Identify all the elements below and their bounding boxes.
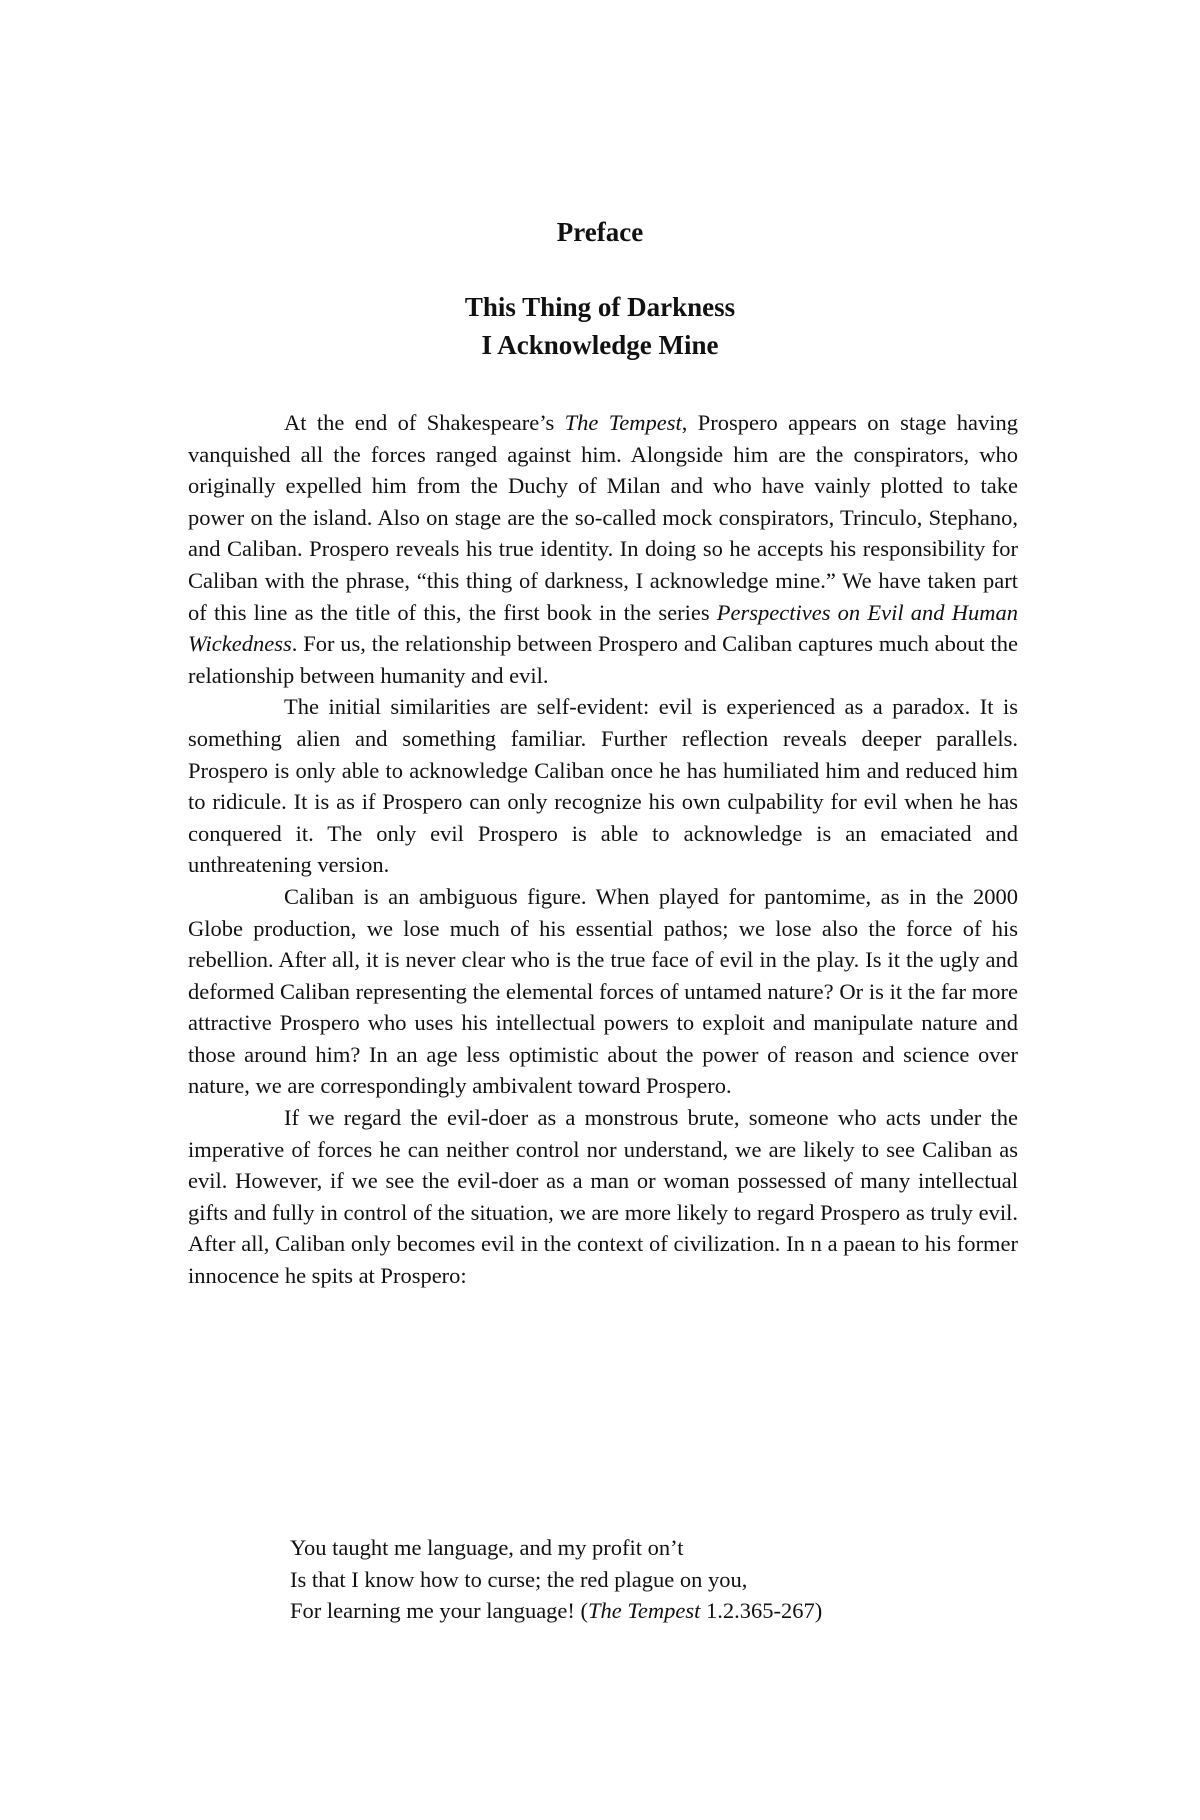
paragraph-1-text-c: , Prospero appears on stage having vanquished all the forces ranged against him. Alongside him are the conspirators, who originally expelled him from the Duchy of Milan and who have vainly plotted to take power on the island. Also on stage are the so-called mock conspirators, Trinculo, Stephano, and Caliban. Prospero reveals his true identity. In doing so he accepts his responsibility for Caliban with the phrase, “this thing of darkness, I acknowledge mine.” We have taken part of this line as the title of this, the first book in the series (188, 410, 1019, 625)
quote-citation: 1.2.365-267) (700, 1598, 823, 1624)
quote-line-3-text-a: For learning me your language! ( (290, 1598, 589, 1624)
quote-play-title: The Tempest (588, 1598, 701, 1624)
paragraph-1 (188, 407, 1018, 691)
chapter-title-line-1: This Thing of Darkness (464, 292, 736, 322)
quote-line-1: You taught me language, and my profit on’t (290, 1535, 684, 1560)
paragraph-3: Caliban is an ambiguous figure. When played for pantomime, as in the 2000 Globe production, we lose much of his essential pathos; we lose also the force of his rebellion. After all, it is never clear who is the true face of evil in the play. Is it the ugly and deformed Caliban representing the elemental forces of untamed nature? Or is it the far more attractive Prospero who uses his intellectual powers to exploit and manipulate nature and those around him? In an age less optimistic about the power of reason and science over nature, we are correspondingly ambivalent toward Prospero. (188, 883, 1018, 1099)
preface-heading: Preface (556, 217, 644, 247)
body-text (188, 407, 1018, 1292)
paragraph-1-play-title: The Tempest (564, 410, 682, 435)
paragraph-1-series-title: Perspectives on Evil and Human Wickedness (188, 599, 1018, 657)
paragraph-1-text-a: At the end of Shakespeare’s (284, 410, 565, 435)
block-quote (290, 1532, 1010, 1627)
paragraph-2: The initial similarities are self-evident: evil is experienced as a paradox. It is something alien and something familiar. Further reflection reveals deeper parallels. Prospero is only able to acknowledge Caliban once he has humiliated him and reduced him to ridicule. It is as if Prospero can only recognize his own culpability for evil when he has conquered it. The only evil Prospero is able to acknowledge is an emaciated and unthreatening version. (188, 694, 1018, 878)
chapter-title (0, 288, 1200, 364)
paragraph-1-text-e: . For us, the relationship between Prospero and Caliban captures much about the relationship between humanity and evil. (188, 631, 1018, 688)
paragraph-4: If we regard the evil-doer as a monstrous brute, someone who acts under the imperative of forces he can neither control nor understand, we are likely to see Caliban as evil. However, if we see the evil-doer as a man or woman possessed of many intellectual gifts and fully in control of the situation, we are more likely to regard Prospero as truly evil. After all, Caliban only becomes evil in the context of civilization. In n a paean to his former innocence he spits at Prospero: (188, 1105, 1018, 1289)
quote-line-3 (290, 1595, 1010, 1627)
chapter-title-line-2: I Acknowledge Mine (481, 330, 719, 360)
quote-line-2: Is that I know how to curse; the red plague on you, (290, 1566, 748, 1592)
